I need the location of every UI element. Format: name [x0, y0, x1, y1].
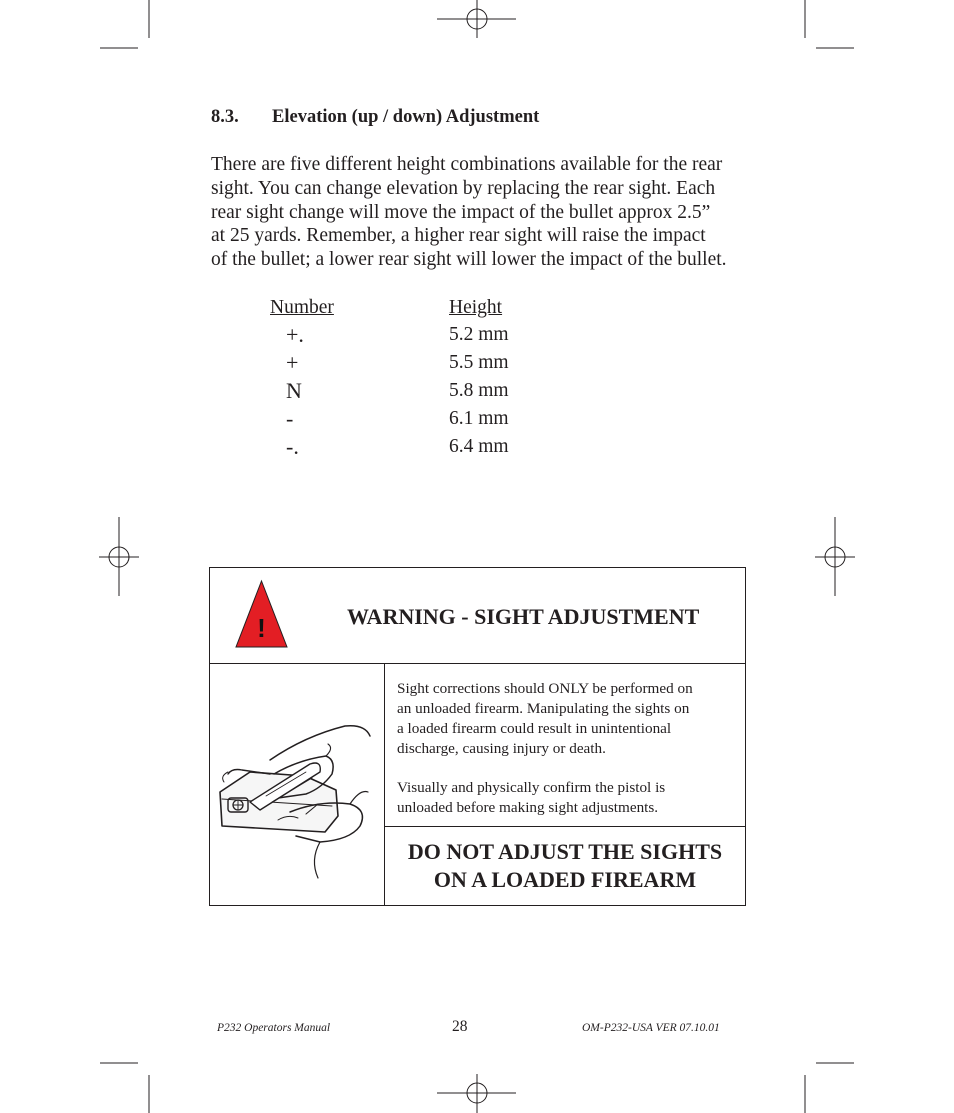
- sight-height: 6.1 mm: [449, 408, 509, 429]
- table-row: [270, 378, 570, 406]
- paragraph-line: of the bullet; a lower rear sight will lower the impact of the bullet.: [211, 249, 727, 271]
- warning-exclamation: !: [257, 613, 266, 643]
- table-row: [270, 434, 570, 462]
- paragraph-line: rear sight change will move the impact of the bullet approx 2.5”: [211, 201, 711, 223]
- caution-line: DO NOT ADJUST THE SIGHTS: [407, 839, 723, 864]
- footer-manual-title: P232 Operators Manual: [217, 1022, 331, 1034]
- warning-line: discharge, causing injury or death.: [397, 740, 606, 757]
- warning-triangle-icon: [234, 579, 289, 649]
- footer-version: OM-P232-USA VER 07.10.01: [582, 1022, 720, 1034]
- paragraph-line: There are five different height combinations available for the rear: [211, 154, 723, 175]
- warning-title: WARNING - SIGHT ADJUSTMENT: [347, 604, 700, 629]
- warning-line: Sight corrections should ONLY be performed on: [397, 680, 693, 697]
- sight-height-table: [270, 322, 570, 462]
- warning-line: unloaded before making sight adjustments.: [397, 799, 659, 816]
- table-row: [270, 406, 570, 434]
- section-title: Elevation (up / down) Adjustment: [272, 107, 540, 127]
- warning-line: an unloaded firearm. Manipulating the sights on: [397, 700, 690, 717]
- sight-number: +: [286, 350, 299, 375]
- caution-line: ON A LOADED FIREARM: [433, 867, 697, 892]
- table-header-height: Height: [449, 297, 503, 318]
- warning-text: [397, 679, 737, 818]
- section-heading: [211, 107, 539, 128]
- caution-panel: [385, 826, 745, 906]
- sight-number: N: [286, 378, 302, 403]
- table-row: [270, 350, 570, 378]
- table-header-number: Number: [270, 297, 334, 318]
- sight-height: 6.4 mm: [449, 436, 509, 457]
- warning-line: a loaded firearm could result in unintentional: [397, 720, 672, 737]
- sight-number: +.: [286, 322, 304, 347]
- warning-box: [209, 567, 746, 906]
- sight-height: 5.5 mm: [449, 352, 509, 373]
- page-number: 28: [452, 1018, 468, 1035]
- sight-height: 5.8 mm: [449, 380, 509, 401]
- warning-line: Visually and physically confirm the pistol is: [397, 779, 666, 796]
- sight-height: 5.2 mm: [449, 324, 509, 345]
- sight-number: -: [286, 406, 294, 431]
- warning-header: [210, 568, 745, 664]
- paragraph-line: sight. You can change elevation by replacing the rear sight. Each: [211, 177, 716, 199]
- section-number: 8.3.: [211, 107, 239, 127]
- intro-paragraph: [211, 153, 771, 272]
- table-row: [270, 322, 570, 350]
- paragraph-line: at 25 yards. Remember, a higher rear sight will raise the impact: [211, 225, 706, 247]
- sight-number: -.: [286, 434, 299, 459]
- hand-adjusting-sight-illustration: [210, 664, 385, 905]
